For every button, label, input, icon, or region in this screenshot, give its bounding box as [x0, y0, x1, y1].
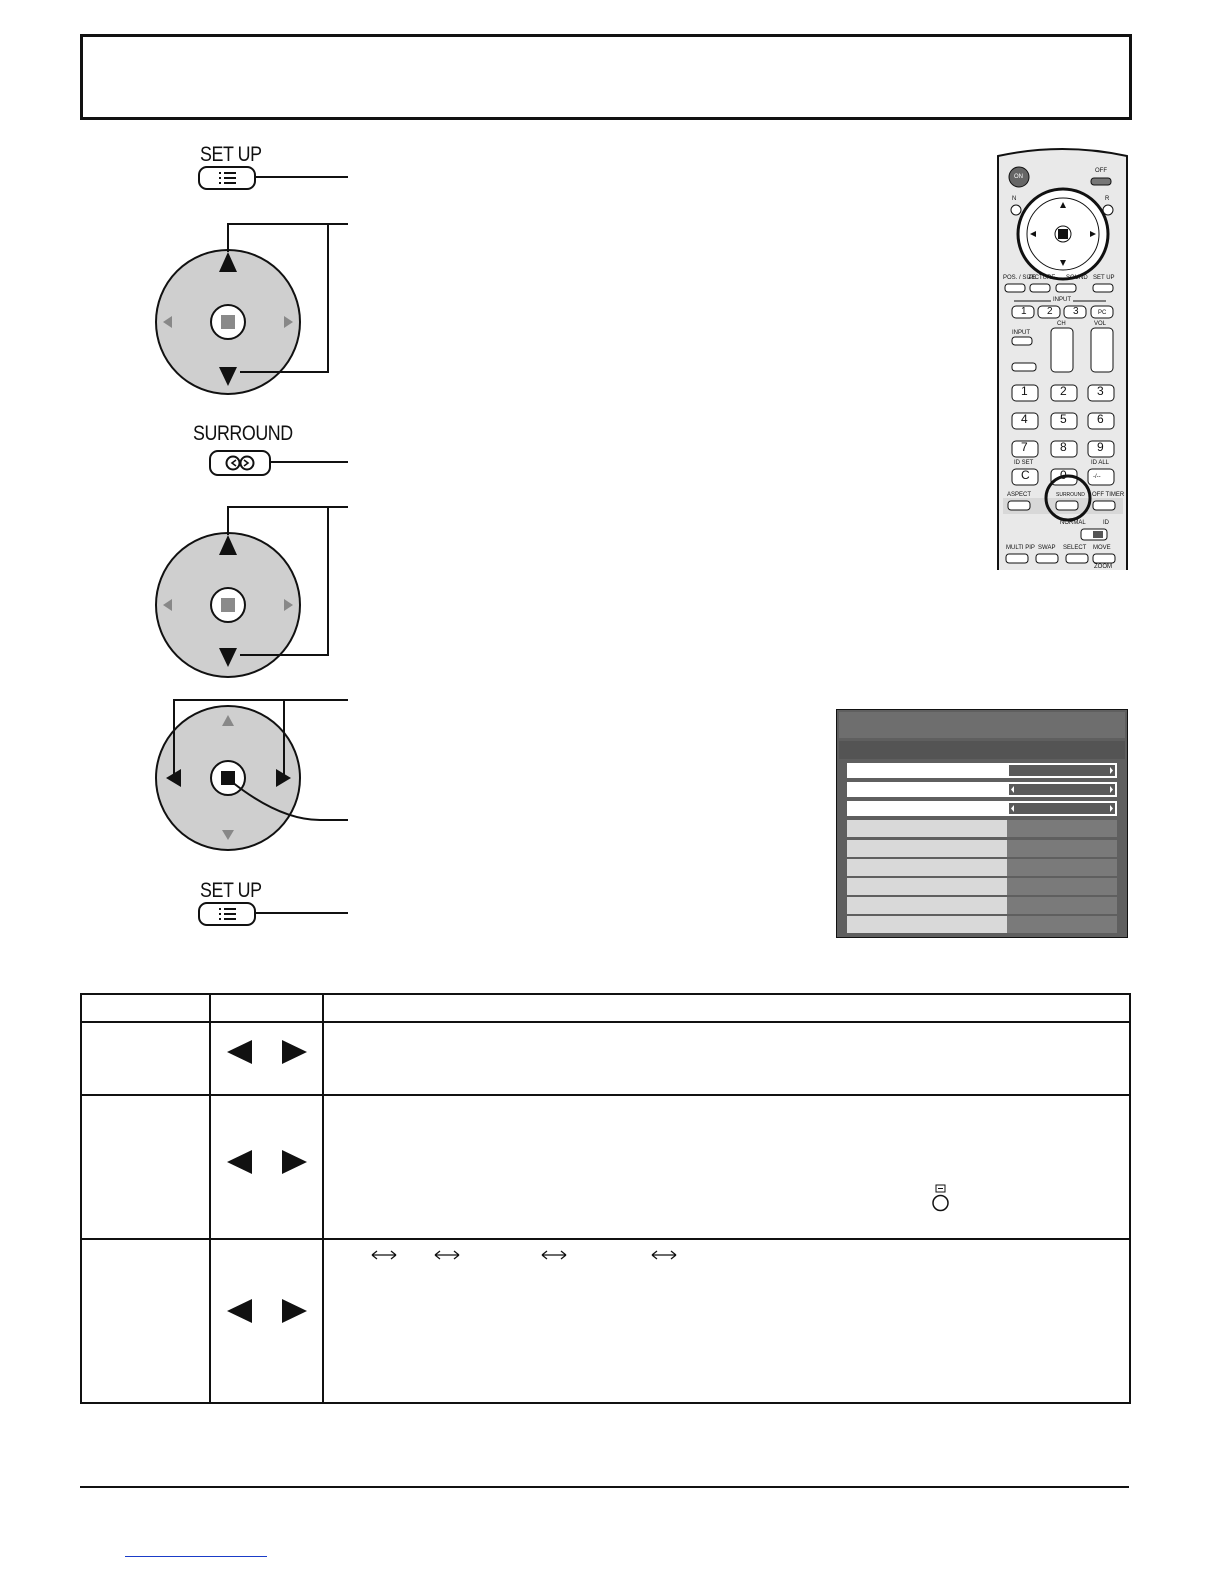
remote-select-label: SELECT	[1063, 545, 1087, 551]
double-arrow-icon	[652, 1251, 676, 1259]
remote-digit-2: 2	[1060, 384, 1067, 398]
remote-id-set-label: ID SET	[1014, 460, 1034, 466]
surround-button-label: SURROUND	[193, 422, 293, 445]
remote-digit-6: 6	[1097, 412, 1104, 426]
double-arrow-icon	[372, 1251, 396, 1259]
remote-ch-label: CH	[1057, 321, 1066, 327]
surround-button[interactable]	[209, 450, 271, 476]
settings-table	[80, 993, 1131, 1404]
left-arrow-icon	[225, 1298, 253, 1324]
remote-input-3: 3	[1073, 306, 1079, 317]
table-cell-item	[81, 1095, 210, 1239]
remote-surround-label: SURROUND	[1056, 492, 1085, 498]
remote-id-label: ID	[1103, 520, 1109, 526]
leader-line	[256, 912, 348, 914]
table-cell-description	[323, 1239, 1130, 1403]
remote-picture-label: PICTURE	[1029, 275, 1056, 281]
left-arrow-icon	[225, 1149, 253, 1175]
leader-line	[256, 176, 348, 178]
remote-zero-label: 0	[1060, 468, 1067, 482]
cycle-arrows	[324, 1248, 684, 1262]
table-cell-adjust	[210, 1022, 323, 1095]
footer-rule	[80, 1486, 1129, 1488]
remote-digit-1: 1	[1021, 384, 1028, 398]
remote-off-label: OFF	[1095, 168, 1107, 174]
remote-digit-4: 4	[1021, 412, 1028, 426]
page-title-box	[80, 34, 1132, 120]
table-header-cell	[210, 994, 323, 1022]
remote-digit-5: 5	[1060, 412, 1067, 426]
table-cell-item	[81, 1239, 210, 1403]
footer-link-underline[interactable]	[125, 1556, 267, 1557]
table-header-cell	[81, 994, 210, 1022]
table-cell-adjust	[210, 1239, 323, 1403]
right-arrow-icon	[281, 1149, 309, 1175]
remote-setup-label: SET UP	[1093, 275, 1115, 281]
double-arrow-icon	[435, 1251, 459, 1259]
direction-pad-updown-2[interactable]	[150, 495, 355, 685]
setup-button-label: SET UP	[200, 143, 262, 166]
remote-digit-7: 7	[1021, 440, 1028, 454]
remote-id-all-label: ID ALL	[1091, 460, 1110, 466]
table-cell-item	[81, 1022, 210, 1095]
remote-zoom-label: ZOOM	[1094, 564, 1112, 570]
remote-off-timer-label: OFF TIMER	[1092, 492, 1125, 498]
table-row	[81, 1239, 1130, 1403]
remote-input-1: 1	[1021, 306, 1027, 317]
remote-swap-label: SWAP	[1038, 545, 1056, 551]
table-cell-description	[323, 1022, 1130, 1095]
remote-input-2: 2	[1047, 306, 1053, 317]
double-arrow-icon	[542, 1251, 566, 1259]
input-button-icon	[930, 1184, 952, 1214]
remote-sound-label: SOUND	[1066, 275, 1088, 281]
setup-button-2[interactable]	[198, 902, 256, 926]
remote-vol-label: VOL	[1094, 321, 1107, 327]
remote-c-label: C	[1021, 468, 1030, 482]
remote-digit-8: 8	[1060, 440, 1067, 454]
direction-pad-updown[interactable]	[150, 212, 355, 402]
table-row	[81, 1022, 1130, 1095]
remote-r-label: R	[1105, 196, 1110, 202]
remote-control	[996, 146, 1129, 570]
remote-input-pc: PC	[1098, 310, 1107, 316]
remote-pos-size-label: POS. / SIZE	[1003, 275, 1036, 281]
direction-pad-leftright[interactable]	[150, 690, 355, 860]
osd-menu-panel	[836, 709, 1128, 938]
remote-input-group-label: INPUT	[1053, 297, 1071, 303]
setup-button[interactable]	[198, 166, 256, 190]
remote-n-label: N	[1012, 196, 1017, 202]
right-arrow-icon	[281, 1298, 309, 1324]
remote-on-label: ON	[1014, 174, 1023, 180]
remote-digit-9: 9	[1097, 440, 1104, 454]
remote-move-label: MOVE	[1093, 545, 1111, 551]
remote-input-label: INPUT	[1012, 330, 1030, 336]
remote-multi-pip-label: MULTI PIP	[1006, 545, 1035, 551]
menu-list-icon	[200, 904, 254, 924]
table-header-cell	[323, 994, 1130, 1022]
table-row	[81, 1095, 1130, 1239]
setup-button-label-2: SET UP	[200, 879, 262, 902]
remote-normal-label: NORMAL	[1060, 520, 1086, 526]
remote-digit-3: 3	[1097, 384, 1104, 398]
table-cell-adjust	[210, 1095, 323, 1239]
left-arrow-icon	[225, 1039, 253, 1065]
surround-icon	[211, 452, 269, 474]
leader-line	[271, 461, 348, 463]
table-cell-description	[323, 1095, 1130, 1239]
table-header-row	[81, 994, 1130, 1022]
remote-aspect-label: ASPECT	[1007, 492, 1032, 498]
menu-list-icon	[200, 168, 254, 188]
remote-dash-label: -/--	[1093, 474, 1101, 480]
right-arrow-icon	[281, 1039, 309, 1065]
